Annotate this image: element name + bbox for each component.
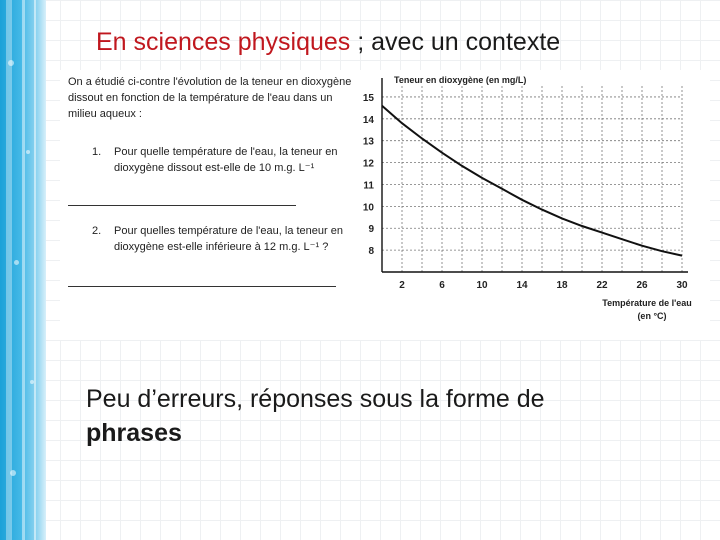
y-tick-label: 11: [363, 180, 374, 192]
y-tick-label: 12: [362, 158, 374, 170]
question-2-number: 2.: [92, 225, 102, 237]
x-tick-label: 10: [476, 280, 488, 291]
slide-title-rest: ; avec un contexte: [350, 28, 561, 56]
question-2-text: Pour quelles température de l'eau, la teneur en dioxygène est-elle inférieure à 12 m.g. L⁻¹ ?: [114, 225, 343, 253]
x-tick-label: 2: [399, 280, 405, 291]
y-tick-label: 9: [368, 224, 374, 236]
question-1-number: 1.: [92, 146, 102, 158]
slide-title-accent: En sciences physiques: [96, 28, 351, 56]
x-tick-label: 18: [556, 280, 568, 291]
sidebar-bubble: [14, 260, 19, 265]
decorative-sidebar: [0, 0, 46, 540]
y-tick-label: 8: [368, 246, 374, 258]
sidebar-bubble: [10, 470, 16, 476]
comment-line-2: phrases: [86, 419, 182, 447]
x-axis-label: Température de l'eau: [602, 298, 692, 308]
y-tick-label: 15: [362, 92, 374, 104]
exercise-image: [60, 70, 710, 340]
sidebar-highlight: [34, 0, 36, 540]
comment-text: [86, 382, 686, 450]
oxygen-curve: [382, 106, 682, 256]
x-tick-label: 14: [516, 280, 528, 291]
chart-tick-labels: [363, 93, 688, 291]
y-axis-label: Teneur en dioxygène (en mg/L): [394, 75, 527, 85]
sidebar-bubble: [8, 60, 14, 66]
exercise-intro: On a étudié ci-contre l'évolution de la teneur en dioxygène dissout en fonction de la température de l'eau dans un milieu aqueux :: [68, 76, 352, 120]
x-tick-label: 26: [636, 280, 648, 291]
sidebar-bubble: [30, 380, 34, 384]
x-axis-unit: (en °C): [637, 311, 667, 321]
x-tick-label: 30: [676, 280, 688, 291]
y-tick-label: 13: [362, 136, 374, 148]
sidebar-bubble: [26, 150, 30, 154]
x-tick-label: 22: [596, 280, 608, 291]
question-1-text: Pour quelle température de l'eau, la teneur en dioxygène dissout est-elle de 10 m.g. L⁻¹: [114, 146, 338, 174]
comment-line-1: Peu d’erreurs, réponses sous la forme de: [86, 385, 545, 413]
slide-title: [96, 28, 560, 57]
oxygen-chart: [60, 70, 710, 340]
y-tick-label: 14: [362, 114, 374, 126]
x-tick-label: 6: [439, 280, 445, 291]
sidebar-highlight: [22, 0, 25, 540]
y-tick-label: 10: [362, 202, 374, 214]
sidebar-highlight: [6, 0, 12, 540]
